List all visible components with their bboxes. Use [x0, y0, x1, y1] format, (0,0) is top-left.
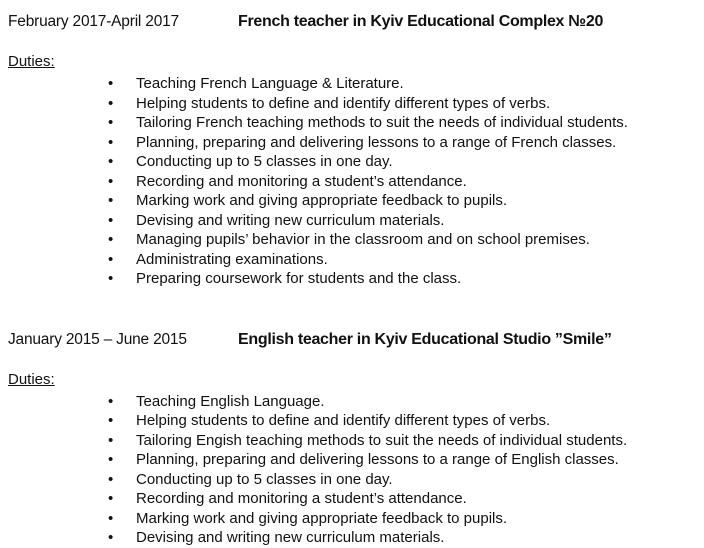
bullet-icon: • — [108, 153, 114, 170]
duty-item — [8, 470, 696, 490]
bullet-icon: • — [108, 114, 114, 131]
duty-text: Conducting up to 5 classes in one day. — [136, 153, 393, 170]
bullet-icon: • — [108, 529, 114, 546]
bullet-icon: • — [108, 172, 114, 190]
duties-list — [8, 74, 696, 289]
entry-dates: February 2017-April 2017 — [8, 13, 179, 30]
duty-text: Devising and writing new curriculum materials. — [136, 211, 445, 229]
duties-label: Duties: — [8, 53, 55, 70]
duty-item — [8, 509, 696, 529]
entry-title: English teacher in Kyiv Educational Studio ”Smile” — [238, 330, 612, 348]
duty-text: Marking work and giving appropriate feedback to pupils. — [136, 192, 508, 209]
bullet-icon: • — [108, 431, 114, 449]
entry-header — [8, 330, 696, 350]
duty-text: Helping students to define and identify different types of verbs. — [136, 412, 551, 429]
bullet-icon: • — [108, 231, 114, 248]
duty-text: Teaching French Language & Literature. — [136, 75, 404, 92]
bullet-icon: • — [108, 270, 114, 287]
duty-text: Administrating examinations. — [136, 250, 328, 268]
duty-text: Preparing coursework for students and the class. — [136, 270, 462, 287]
duty-item — [8, 113, 696, 133]
bullet-icon: • — [108, 490, 114, 507]
duty-item — [8, 211, 696, 231]
bullet-icon: • — [108, 192, 114, 209]
duty-item — [8, 269, 696, 289]
duty-text: Tailoring Engish teaching methods to suit the needs of individual students. — [136, 431, 628, 449]
experience-entry-english-teacher — [8, 330, 696, 548]
duty-text: Helping students to define and identify different types of verbs. — [136, 94, 551, 112]
duty-text: Tailoring French teaching methods to suit the needs of individual students. — [136, 114, 628, 131]
duty-item — [8, 94, 696, 114]
bullet-icon: • — [108, 133, 114, 151]
duty-item — [8, 152, 696, 172]
bullet-icon: • — [108, 412, 114, 429]
duty-item — [8, 528, 696, 548]
entry-title: French teacher in Kyiv Educational Complex №20 — [238, 13, 604, 30]
bullet-icon: • — [108, 392, 114, 410]
bullet-icon: • — [108, 75, 114, 92]
duty-text: Recording and monitoring a student’s attendance. — [136, 172, 467, 190]
duty-text: Devising and writing new curriculum materials. — [136, 529, 445, 546]
duty-text: Planning, preparing and delivering lessons to a range of French classes. — [136, 133, 617, 151]
duty-text: Planning, preparing and delivering lessons to a range of English classes. — [136, 451, 619, 468]
duty-text: Conducting up to 5 classes in one day. — [136, 470, 393, 488]
bullet-icon: • — [108, 509, 114, 527]
duty-item — [8, 431, 696, 451]
duty-text: Marking work and giving appropriate feedback to pupils. — [136, 509, 508, 527]
bullet-icon: • — [108, 94, 114, 112]
duty-text: Managing pupils’ behavior in the classroom and on school premises. — [136, 231, 590, 248]
duty-item — [8, 392, 696, 412]
bullet-icon: • — [108, 250, 114, 268]
bullet-icon: • — [108, 451, 114, 468]
duties-list — [8, 392, 696, 548]
duty-item — [8, 450, 696, 470]
duty-item — [8, 230, 696, 250]
duties-label: Duties: — [8, 370, 55, 388]
entry-header — [8, 12, 696, 32]
duty-item — [8, 411, 696, 431]
duty-text: Recording and monitoring a student’s attendance. — [136, 490, 467, 507]
bullet-icon: • — [108, 470, 114, 488]
experience-entry-french-teacher — [8, 12, 696, 289]
entry-dates: January 2015 – June 2015 — [8, 330, 187, 348]
duty-text: Teaching English Language. — [136, 392, 325, 410]
duty-item — [8, 74, 696, 94]
duty-item — [8, 172, 696, 192]
duty-item — [8, 489, 696, 509]
duty-item — [8, 133, 696, 153]
duty-item — [8, 250, 696, 270]
duty-item — [8, 191, 696, 211]
bullet-icon: • — [108, 211, 114, 229]
